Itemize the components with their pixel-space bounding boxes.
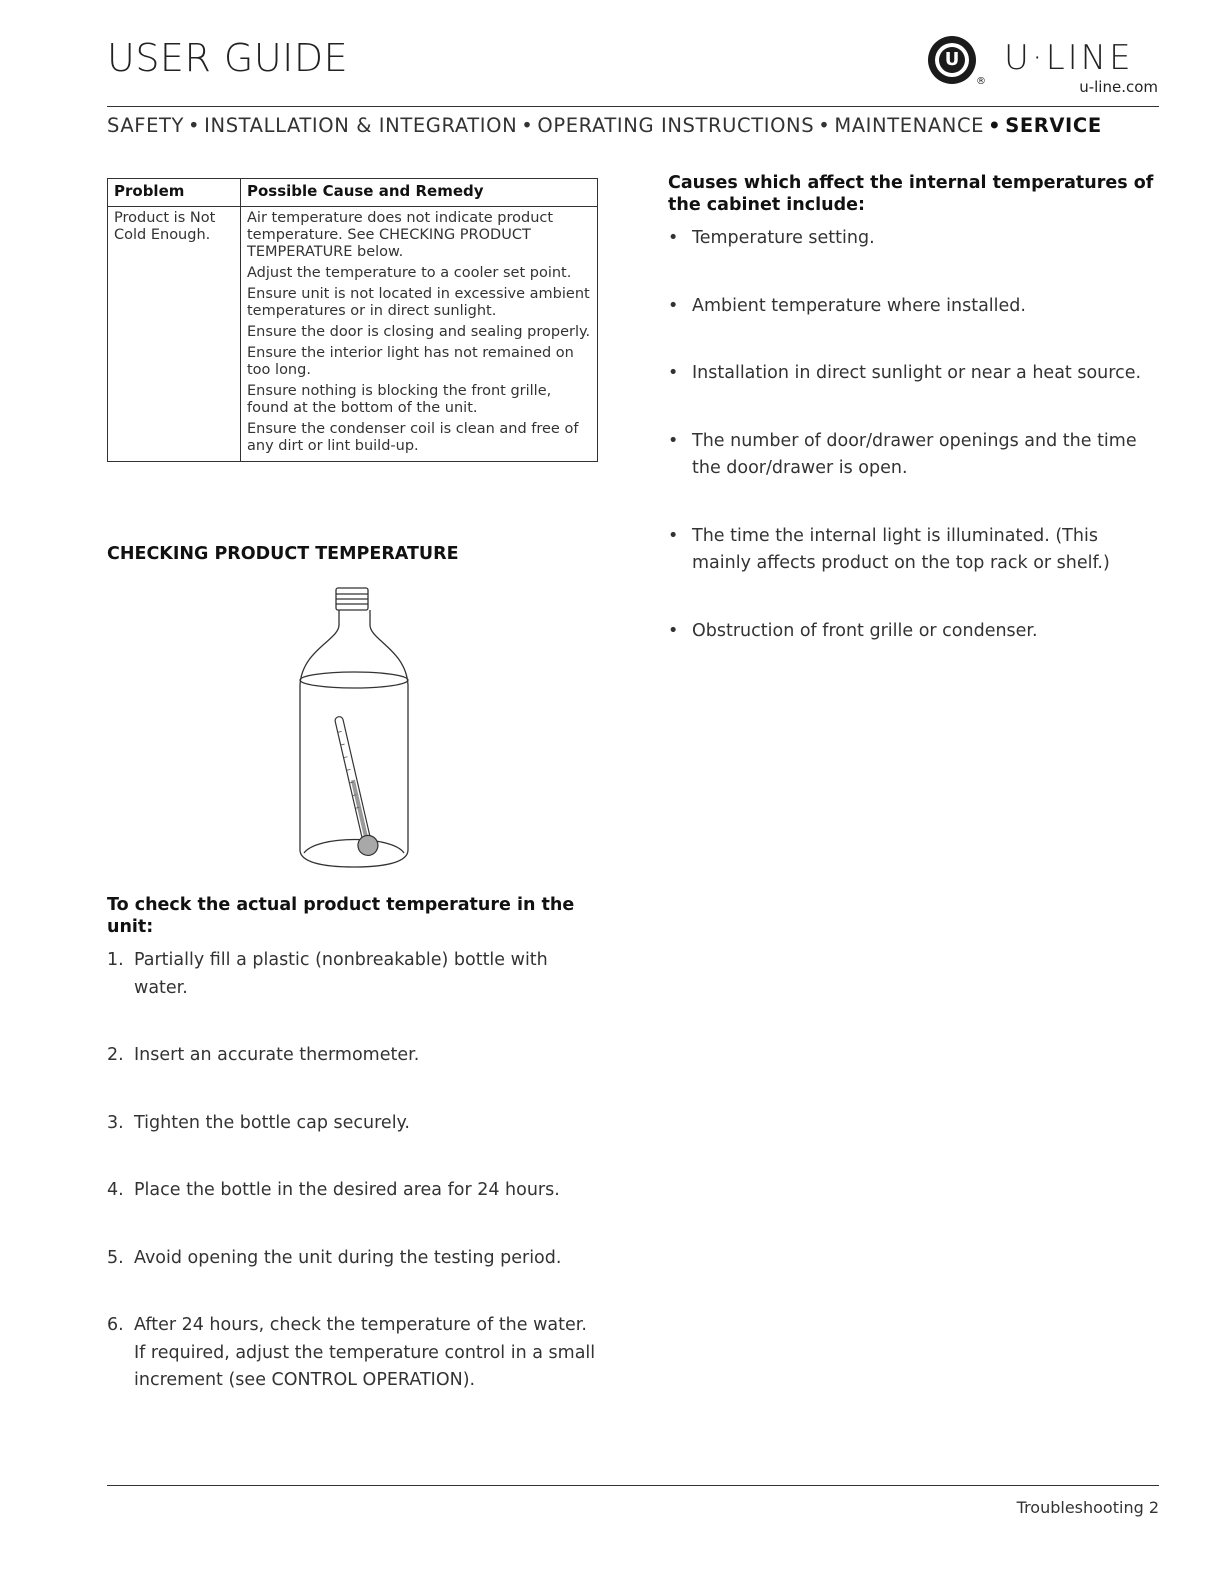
checking-heading: CHECKING PRODUCT TEMPERATURE (107, 544, 459, 564)
header-divider (107, 106, 1159, 107)
remedy-item: Adjust the temperature to a cooler set point. (247, 265, 572, 281)
nav-item-installation: INSTALLATION & INTEGRATION (204, 114, 518, 137)
list-item: 2. Insert an accurate thermometer. (107, 1045, 420, 1065)
problem-cell: Product is Not Cold Enough. (108, 207, 241, 462)
remedy-item: Ensure the door is closing and sealing properly. (247, 324, 591, 340)
remedy-item: Ensure the interior light has not remained on too long. (247, 345, 574, 378)
list-item: 4. Place the bottle in the desired area for 24 hours. (107, 1180, 560, 1200)
bottle-thermometer-illustration (292, 585, 417, 870)
footer-divider (107, 1485, 1159, 1486)
causes-list (668, 225, 1160, 685)
list-item: 1. Partially fill a plastic (nonbreakable) bottle with water. (107, 950, 548, 998)
brand-name: U·LINE (1004, 38, 1134, 78)
logo-mark-icon (928, 36, 976, 84)
remedy-item: Air temperature does not indicate product temperature. See CHECKING PRODUCT TEMPERATURE below. (247, 210, 554, 260)
nav-item-service: SERVICE (1005, 114, 1102, 137)
list-item: • Obstruction of front grille or condenser. (668, 620, 1038, 641)
remedy-item: Ensure unit is not located in excessive ambient temperatures or in direct sunlight. (247, 286, 590, 319)
nav-item-maintenance: MAINTENANCE (834, 114, 985, 137)
troubleshooting-table (107, 178, 598, 462)
list-item: • Installation in direct sunlight or near a heat source. (668, 363, 1142, 383)
list-item: • Ambient temperature where installed. (668, 295, 1026, 316)
list-item: • The time the internal light is illuminated. (This mainly affects product on the top rack or shelf.) (668, 525, 1110, 573)
nav-separator: • (818, 114, 831, 137)
nav-separator: • (988, 114, 1002, 137)
remedy-cell (241, 207, 598, 462)
table-row (108, 207, 598, 462)
steps-list (107, 947, 597, 1435)
logo-mark-letter: U (939, 47, 965, 73)
section-nav (107, 114, 1159, 137)
page-label: Troubleshooting 2 (1016, 1498, 1159, 1517)
nav-item-safety: SAFETY (107, 114, 185, 137)
page-title: USER GUIDE (107, 36, 349, 80)
list-item: 6. After 24 hours, check the temperature of the water. If required, adjust the temperature control in a small increment (see CONTROL OPERATION). (107, 1315, 596, 1390)
brand-logo (928, 34, 1160, 96)
list-item: • The number of door/drawer openings and the time the door/drawer is open. (668, 430, 1137, 478)
column-header-remedy: Possible Cause and Remedy (241, 179, 598, 207)
nav-item-operating: OPERATING INSTRUCTIONS (537, 114, 815, 137)
brand-url: u-line.com (1079, 78, 1158, 96)
remedy-item: Ensure the condenser coil is clean and free of any dirt or lint build-up. (247, 421, 579, 454)
steps-heading: To check the actual product temperature in the unit: (107, 895, 575, 937)
registered-mark: ® (976, 76, 986, 87)
list-item: • Temperature setting. (668, 228, 875, 248)
causes-heading: Causes which affect the internal temperatures of the cabinet include: (668, 173, 1154, 215)
list-item: 3. Tighten the bottle cap securely. (107, 1112, 410, 1133)
nav-separator: • (188, 114, 201, 137)
remedy-item: Ensure nothing is blocking the front grille, found at the bottom of the unit. (247, 383, 552, 416)
column-header-problem: Problem (108, 179, 241, 207)
table-header-row (108, 179, 598, 207)
list-item: 5. Avoid opening the unit during the testing period. (107, 1247, 562, 1268)
nav-separator: • (521, 114, 534, 137)
